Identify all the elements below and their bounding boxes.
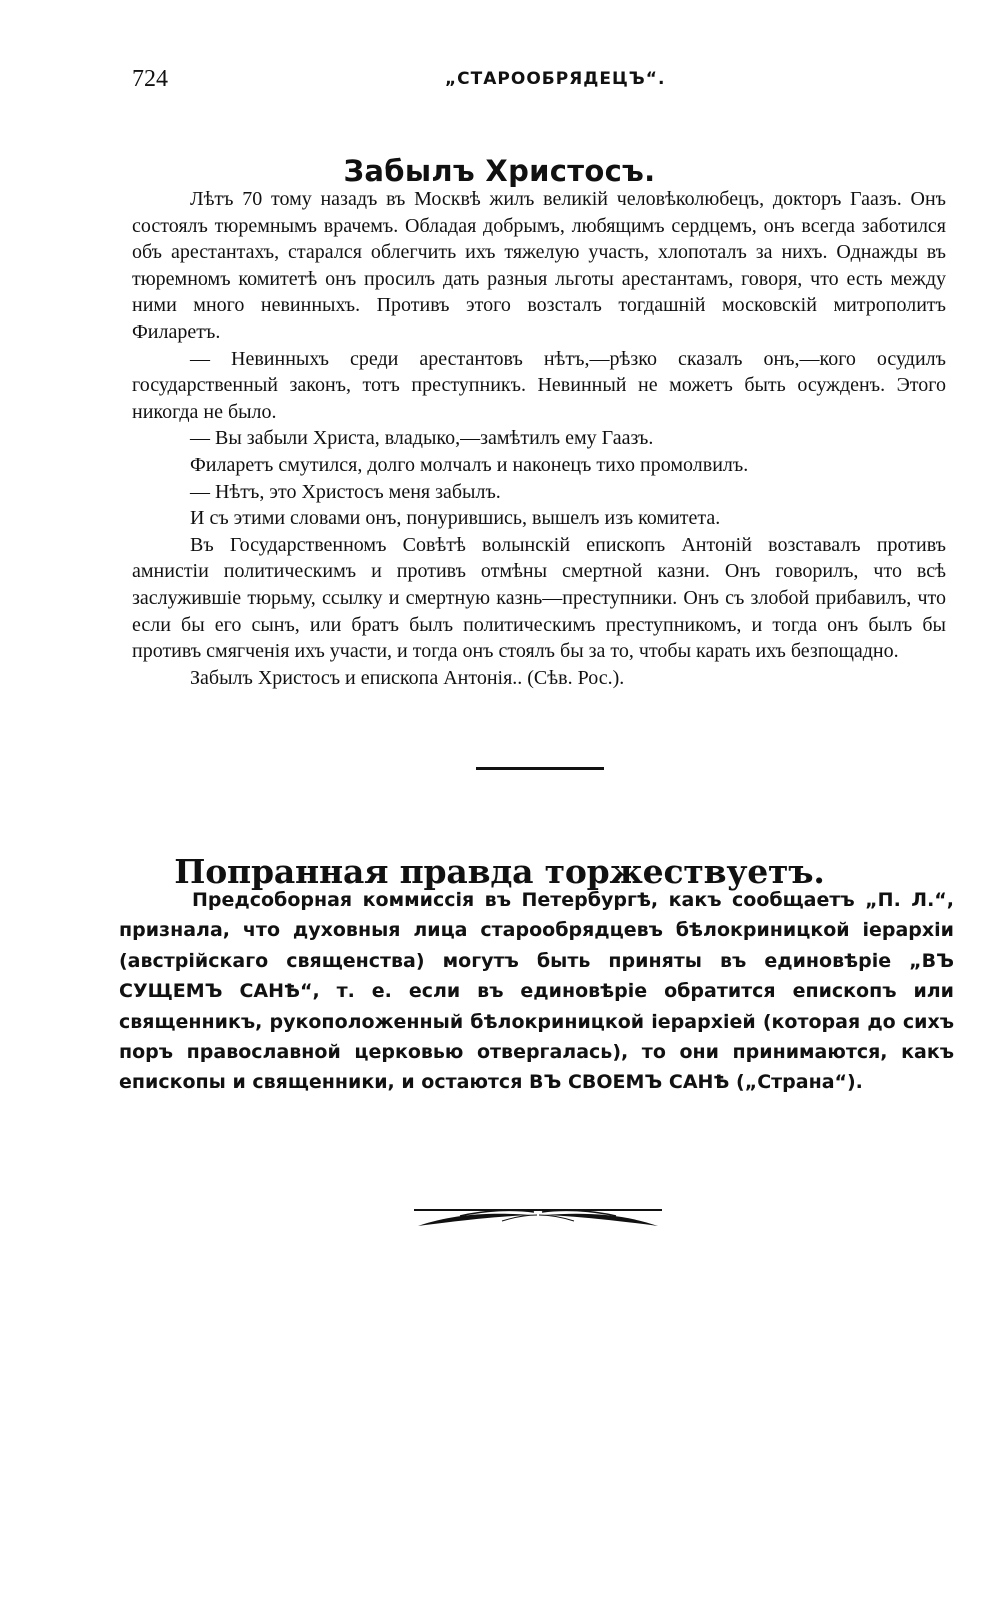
section-divider <box>476 767 604 770</box>
article-one-title: Забылъ Христосъ. <box>343 154 656 189</box>
article-one-paragraph: Забылъ Христосъ и епископа Антонія.. (Сѣв. Рос.). <box>190 666 625 689</box>
article-one-paragraph: Филаретъ смутился, долго молчалъ и наконецъ тихо промолвилъ. <box>190 453 749 476</box>
article-one-paragraph: Въ Государственномъ Совѣтѣ волынскій епископъ Антоній возставалъ противъ амнистіи политическимъ и противъ отмѣны смертной казни. Онъ говорилъ, что всѣ заслужившіе тюрьму, ссылку и смертную казнь—преступники. Онъ съ злобой прибавилъ, что если бы его сынъ, или братъ былъ политическимъ преступникомъ, и тогда онъ былъ бы противъ смягченія ихъ участи, и тогда онъ стоялъ бы за то, чтобы карать ихъ безпощадно. <box>132 533 946 663</box>
article-one-paragraph: — Нѣтъ, это Христосъ меня забылъ. <box>190 480 501 503</box>
article-one-paragraph: Лѣтъ 70 тому назадъ въ Москвѣ жилъ великій человѣколюбецъ, докторъ Гаазъ. Онъ состоялъ тюремнымъ врачемъ. Обладая добрымъ, любящимъ сердцемъ, онъ всегда заботился объ арестантахъ, старался облегчить ихъ тяжелую участь, хлопоталъ за нихъ. Однажды въ тюремномъ комитетѣ онъ просилъ дать разныя льготы арестантамъ, говоря, что есть между ними много невинныхъ. Противъ этого возсталъ тогдашній московскій митрополитъ Филаретъ. <box>132 188 946 343</box>
article-two-title: Попранная правда торжествуетъ. <box>174 852 825 892</box>
end-ornament-icon <box>408 1198 668 1232</box>
article-two-paragraph: Предсоборная коммиссія въ Петербургѣ, какъ сообщаетъ „П. Л.“, признала, что духовныя лица старообрядцевъ бѣлокриницкой іерархіи (австрійскаго священства) могутъ быть приняты въ единовѣріе „ВЪ СУЩЕМЪ САНѢ“, т. е. если въ единовѣріе обратится епископъ или священникъ, рукоположенный бѣлокриницкой іерархіей (которая до сихъ поръ православной церковью отвергалась), то они принимаются, какъ епископы и священники, и остаются ВЪ СВОЕМЪ САНѢ („Страна“). <box>119 889 954 1094</box>
page-header <box>132 62 944 96</box>
article-one-body <box>132 186 946 691</box>
article-one-paragraph: — Невинныхъ среди арестантовъ нѣтъ,—рѣзко сказалъ онъ,—кого осудилъ государственный законъ, тотъ преступникъ. Невинный не можетъ быть осужденъ. Этого никогда не было. <box>132 347 946 423</box>
page-number: 724 <box>132 66 168 92</box>
article-one-paragraph: И съ этими словами онъ, понурившись, вышелъ изъ комитета. <box>190 507 721 530</box>
running-title: „СТАРООБРЯДЕЦЪ“. <box>445 69 666 89</box>
article-two-body <box>119 885 954 1098</box>
article-one-paragraph: — Вы забыли Христа, владыко,—замѣтилъ ему Гаазъ. <box>190 427 654 450</box>
